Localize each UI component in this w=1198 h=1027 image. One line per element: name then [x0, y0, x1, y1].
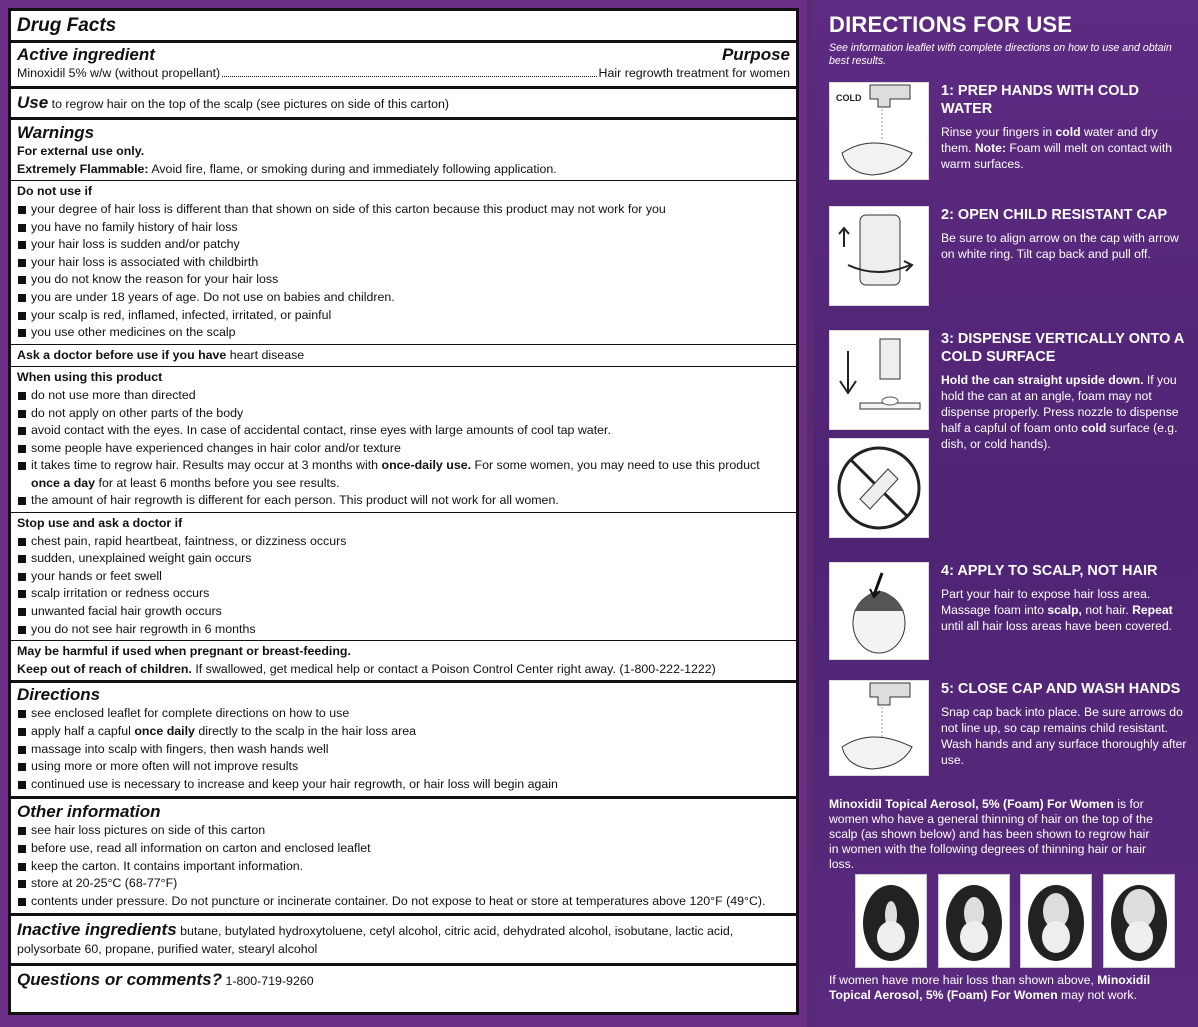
list-item: scalp irritation or redness occurs	[17, 585, 790, 603]
use-heading: Use	[17, 92, 49, 112]
regrow-text-a: it takes time to regrow hair. Results may occur at 3 months with	[31, 458, 379, 473]
do-not-use-heading: Do not use if	[17, 184, 93, 199]
apply-scalp-illustration	[829, 562, 929, 660]
list-item: you have no family history of hair loss	[17, 219, 790, 237]
list-item: contents under pressure. Do not puncture or incinerate container. Do not expose to heat or store at temperatures above 120°F (49°C).	[17, 893, 790, 911]
list-item: you do not see hair regrowth in 6 months	[17, 621, 790, 641]
active-ingredient-heading: Active ingredient	[17, 45, 155, 64]
wash-hands-illustration	[829, 82, 929, 180]
dispense-illustration	[829, 330, 929, 430]
apply-text-b: once daily	[134, 724, 195, 738]
list-item: your hair loss is associated with childbirth	[17, 254, 790, 272]
list-item: your hands or feet swell	[17, 568, 790, 586]
other-info-section	[11, 799, 796, 916]
list-item	[17, 457, 790, 492]
step-2-title: 2: OPEN CHILD RESISTANT CAP	[941, 207, 1168, 223]
list-item: unwanted facial hair growth occurs	[17, 603, 790, 621]
keep-out-text: If swallowed, get medical help or contact a Poison Control Center right away. (1-800-222-1222)	[195, 661, 716, 676]
step-5-title: 5: CLOSE CAP AND WASH HANDS	[941, 681, 1181, 697]
when-using-list	[17, 387, 790, 512]
step-3-text	[941, 330, 1191, 452]
drug-facts-box	[8, 8, 799, 1015]
use-section	[11, 89, 796, 121]
stop-use-list	[17, 533, 790, 641]
list-item: you do not know the reason for your hair loss	[17, 271, 790, 289]
list-item: continued use is necessary to increase and keep your hair regrowth, or hair loss will begin again	[17, 776, 790, 794]
step-1-title: 1: PREP HANDS WITH COLD WATER	[941, 83, 1139, 117]
apply-text-c: directly to the scalp in the hair loss area	[198, 724, 417, 738]
regrow-text-c: For some women, you may need to use this product	[474, 458, 760, 473]
do-not-use-list	[17, 201, 790, 344]
apply-text-a: apply half a capful	[31, 724, 131, 738]
list-item: do not use more than directed	[17, 387, 790, 405]
step-4-title: 4: APPLY TO SCALP, NOT HAIR	[941, 563, 1158, 579]
step-1-body: Rinse your fingers in cold water and dry them. Note: Foam will melt on contact with warm surfaces.	[941, 125, 1172, 171]
list-item: using more or more often will not improve results	[17, 758, 790, 776]
drug-facts-title: Drug Facts	[17, 15, 117, 36]
hair-loss-head-image	[1020, 874, 1092, 968]
warnings-heading: Warnings	[17, 123, 95, 143]
other-info-heading: Other information	[17, 802, 161, 822]
keep-out-line	[17, 661, 790, 679]
product-note: Minoxidil Topical Aerosol, 5% (Foam) For Women is for women who have a general thinning of hair on the top of the scalp (as shown below) and has been shown to regrow hair in women with the following degrees of thinning hair or hair loss.	[829, 797, 1153, 871]
step-3-body: Hold the can straight upside down. If you hold the can at an angle, foam may not dispense properly. Press nozzle to dispense half a capful of foam onto cold surface (e.g. dish, or cold hands).	[941, 373, 1179, 451]
regrow-text-e: for at least 6 months before you see results.	[98, 475, 340, 490]
hair-loss-degrees	[855, 874, 1175, 970]
step-3-title: 3: DISPENSE VERTICALLY ONTO A COLD SURFACE	[941, 331, 1184, 365]
inactive-ingredients-section	[11, 916, 796, 965]
active-ingredient: Minoxidil 5% w/w (without propellant)	[17, 66, 221, 80]
list-item: the amount of hair regrowth is different for each person. This product will not work for all women.	[17, 492, 790, 512]
list-item: sudden, unexplained weight gain occurs	[17, 550, 790, 568]
list-item: some people have experienced changes in hair color and/or texture	[17, 440, 790, 458]
list-item: avoid contact with the eyes. In case of accidental contact, rinse eyes with large amounts of cool tap water.	[17, 422, 790, 440]
list-item: your hair loss is sudden and/or patchy	[17, 236, 790, 254]
list-item: you are under 18 years of age. Do not use on babies and children.	[17, 289, 790, 307]
inactive-heading: Inactive ingredients	[17, 920, 177, 940]
open-cap-illustration	[829, 206, 929, 306]
questions-section	[11, 966, 796, 995]
step-4-text	[941, 562, 1191, 634]
active-ingredient-header-row	[17, 45, 790, 65]
cold-label: COLD	[836, 93, 862, 103]
step-2-text	[941, 206, 1191, 262]
directions-subtitle: See information leaflet with complete directions on how to use and obtain best results.	[829, 42, 1172, 67]
questions-phone: 1-800-719-9260	[225, 973, 314, 988]
directions-heading: Directions	[17, 685, 101, 705]
external-use: For external use only.	[17, 144, 145, 159]
keep-out-label: Keep out of reach of children.	[17, 661, 192, 676]
flammable-text: Avoid fire, flame, or smoking during and immediately following application.	[151, 161, 557, 176]
purpose: Hair regrowth treatment for women	[598, 66, 790, 80]
hair-loss-head-image	[855, 874, 927, 968]
list-item: keep the carton. It contains important information.	[17, 858, 790, 876]
hair-loss-warning: If women have more hair loss than shown above, Minoxidil Topical Aerosol, 5% (Foam) For Women may not work.	[829, 973, 1151, 1002]
use-text: to regrow hair on the top of the scalp (see pictures on side of this carton)	[51, 96, 450, 111]
list-item: you use other medicines on the scalp	[17, 324, 790, 344]
regrow-text-d: once a day	[31, 475, 96, 490]
ask-doctor-label: Ask a doctor before use if you have	[17, 347, 227, 362]
flammable-line	[17, 161, 790, 181]
active-ingredient-row	[17, 65, 790, 86]
purpose-heading: Purpose	[721, 45, 790, 64]
list-item	[17, 723, 790, 741]
ask-doctor-text: heart disease	[229, 347, 305, 362]
when-using-heading: When using this product	[17, 370, 163, 385]
list-item: chest pain, rapid heartbeat, faintness, or dizziness occurs	[17, 533, 790, 551]
list-item: massage into scalp with fingers, then wash hands well	[17, 741, 790, 759]
hair-loss-head-image	[938, 874, 1010, 968]
no-tilt-illustration	[829, 438, 929, 538]
pregnant-warning: May be harmful if used when pregnant or breast-feeding.	[17, 644, 351, 659]
step-1-text	[941, 82, 1191, 172]
warnings-section	[11, 120, 796, 683]
list-item: see hair loss pictures on side of this carton	[17, 822, 790, 840]
step-4-body: Part your hair to expose hair loss area. Massage foam into scalp, not hair. Repeat until all hair loss areas have been covered.	[941, 587, 1173, 633]
ask-doctor-line	[17, 345, 790, 367]
list-item: before use, read all information on carton and enclosed leaflet	[17, 840, 790, 858]
list-item: see enclosed leaflet for complete directions on how to use	[17, 705, 790, 723]
step-2-body: Be sure to align arrow on the cap with arrow on white ring. Tilt cap back and pull off.	[941, 231, 1179, 261]
directions-title: DIRECTIONS FOR USE	[829, 12, 1073, 37]
hair-loss-head-image	[1103, 874, 1175, 968]
list-item: your degree of hair loss is different than that shown on side of this carton because this product may not work for you	[17, 201, 790, 219]
stop-use-heading: Stop use and ask a doctor if	[17, 516, 183, 531]
questions-heading: Questions or comments?	[17, 969, 222, 989]
list-item: your scalp is red, inflamed, infected, irritated, or painful	[17, 307, 790, 325]
list-item: do not apply on other parts of the body	[17, 405, 790, 423]
list-item: store at 20-25°C (68-77°F)	[17, 875, 790, 893]
drug-facts-header	[11, 11, 796, 86]
inactive-text: butane, butylated hydroxytoluene, cetyl alcohol, citric acid, dehydrated alcohol, isobutane, lactic acid, polysorbate 60, propane, purified water, stearyl alcohol	[17, 924, 734, 956]
step-5-body: Snap cap back into place. Be sure arrows do not line up, so cap remains child resistant. Wash hands and any surface thoroughly after use.	[941, 705, 1187, 767]
flammable-label: Extremely Flammable:	[17, 161, 149, 176]
directions-section	[11, 683, 796, 799]
close-cap-illustration	[829, 680, 929, 776]
regrow-text-b: once-daily use.	[381, 458, 472, 473]
step-5-text	[941, 680, 1191, 768]
directions-for-use-panel	[813, 0, 1198, 1027]
